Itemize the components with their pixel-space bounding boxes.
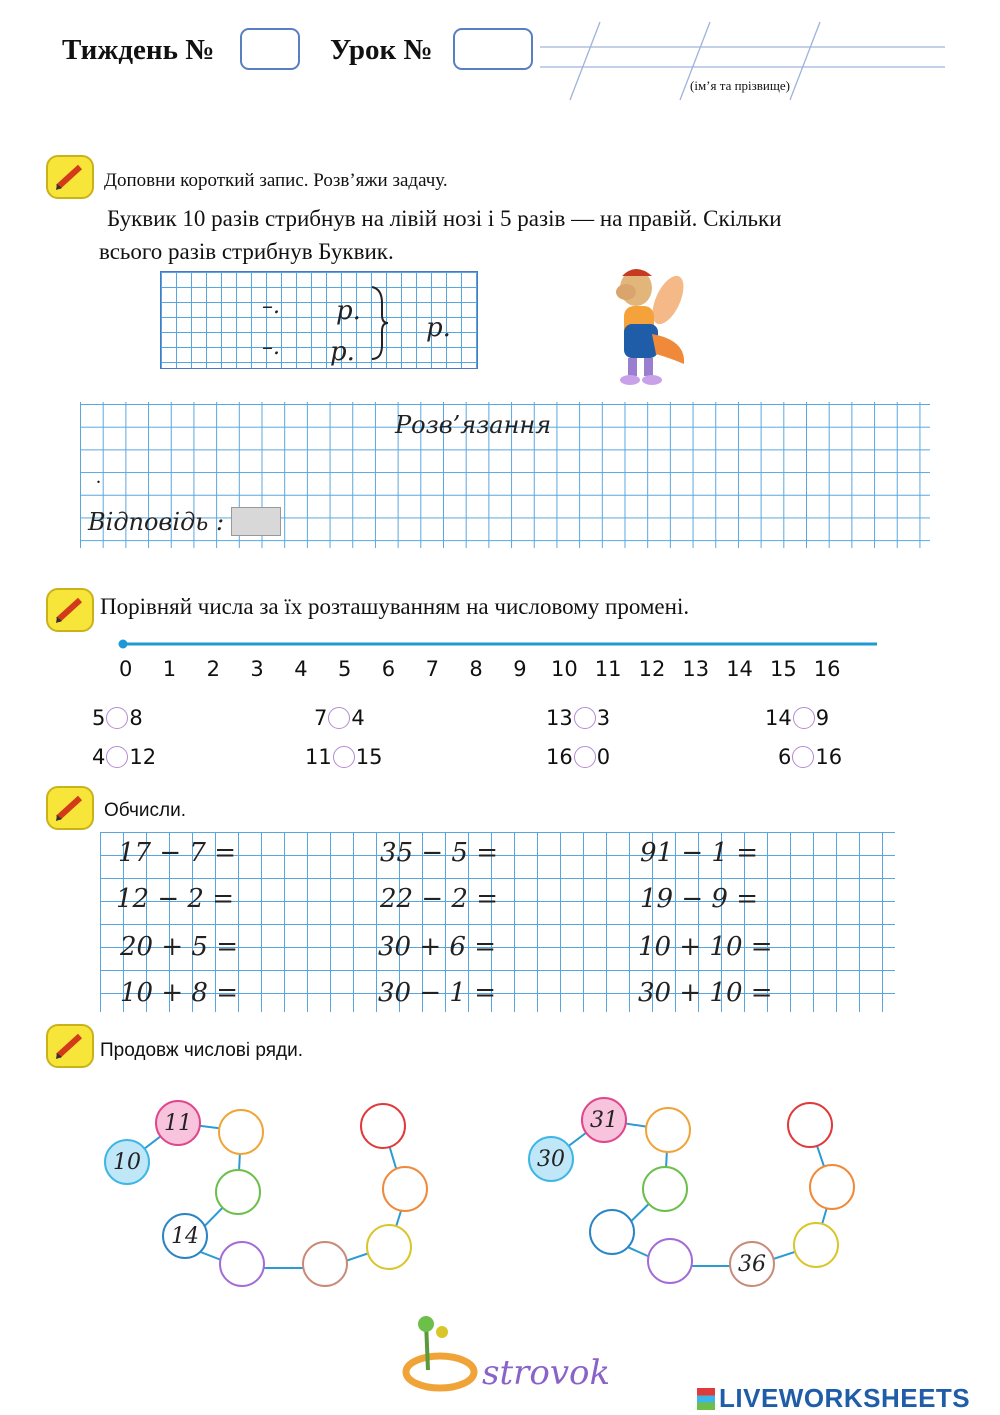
expression: 30 + 6 = — [378, 932, 496, 962]
series-circle[interactable] — [302, 1241, 348, 1287]
series-circle[interactable] — [382, 1166, 428, 1212]
week-input[interactable] — [240, 28, 300, 70]
short-total-unit: р. — [426, 313, 451, 343]
series-circle[interactable]: 36 — [729, 1241, 775, 1287]
compare-circle[interactable] — [574, 746, 596, 768]
pencil-icon — [46, 155, 94, 199]
week-label: Тиждень № — [62, 34, 215, 66]
series-circle[interactable]: 14 — [162, 1213, 208, 1259]
expression: 17 − 7 = — [118, 838, 236, 868]
solution-dot: . — [96, 466, 101, 488]
series-circle[interactable] — [647, 1238, 693, 1284]
answer-input[interactable] — [231, 507, 281, 536]
task4-instruction: Продовж числові ряди. — [100, 1040, 303, 1061]
ray-tick-label: 4 — [294, 657, 308, 681]
name-caption: (ім’я та прізвище) — [690, 78, 790, 93]
brand-text: LIVEWORKSHEETS — [719, 1383, 971, 1413]
expression: 22 − 2 = — [380, 884, 498, 914]
comparison-item — [92, 745, 156, 769]
task1-problem-line1: Буквик 10 разів стрибнув на лівій нозі і 5 разів — на правій. Скільки — [107, 206, 782, 231]
ray-tick-label: 12 — [638, 657, 666, 681]
ray-tick-label: 1 — [162, 657, 177, 681]
comparison-item — [778, 745, 842, 769]
number-ray — [115, 636, 885, 652]
expression: 20 + 5 = — [120, 932, 238, 962]
compare-circle[interactable] — [328, 707, 350, 729]
pencil-icon — [46, 786, 94, 830]
compare-circle[interactable] — [574, 707, 596, 729]
series-circle[interactable] — [360, 1103, 406, 1149]
expression: 91 − 1 = — [640, 838, 758, 868]
compare-circle[interactable] — [333, 746, 355, 768]
num-a: 6 — [778, 745, 792, 769]
num-a: 14 — [765, 706, 792, 730]
ray-tick-label: 15 — [770, 657, 797, 681]
expression: 10 + 8 = — [120, 978, 238, 1008]
compare-circle[interactable] — [106, 746, 128, 768]
buckvyk-character-image — [600, 262, 710, 390]
num-b: 16 — [815, 745, 843, 769]
pencil-icon — [46, 588, 94, 632]
series-circle[interactable]: 11 — [155, 1100, 201, 1146]
num-b: 3 — [596, 706, 611, 730]
series-circle[interactable] — [589, 1209, 635, 1255]
ray-tick-label: 11 — [594, 657, 622, 681]
series-circle[interactable] — [218, 1109, 264, 1155]
comparison-item — [314, 706, 365, 730]
lesson-label: Урок № — [330, 34, 433, 66]
name-lines — [530, 20, 950, 110]
series-circle[interactable]: 31 — [581, 1097, 627, 1143]
series-circle[interactable]: 10 — [104, 1139, 150, 1185]
compare-circle[interactable] — [793, 707, 815, 729]
task1-instruction: Доповни короткий запис. Розв’яжи задачу. — [104, 170, 448, 191]
short-row2-unit: р. — [330, 337, 355, 367]
comparison-item — [546, 706, 610, 730]
series-circle[interactable] — [215, 1169, 261, 1215]
expression: 30 − 1 = — [378, 978, 496, 1008]
num-a: 16 — [546, 745, 573, 769]
num-a: 13 — [546, 706, 573, 730]
comparison-item — [305, 745, 382, 769]
expression: 12 − 2 = — [116, 884, 234, 914]
ray-tick-label: 2 — [206, 657, 220, 681]
series-circle[interactable] — [219, 1241, 265, 1287]
ray-tick-label: 6 — [381, 657, 396, 681]
compare-circle[interactable] — [106, 707, 128, 729]
brace — [368, 285, 392, 361]
ray-tick-label: 8 — [469, 657, 483, 681]
solution-title: Розв’язання — [395, 411, 552, 439]
task3-instruction: Обчисли. — [104, 800, 187, 821]
comparison-item — [92, 706, 143, 730]
expression: 30 + 10 = — [638, 978, 773, 1008]
expression: 10 + 10 = — [638, 932, 773, 962]
ostrovok-logo-image — [400, 1312, 660, 1392]
num-a: 5 — [92, 706, 106, 730]
short-row2-dash: –. — [262, 335, 280, 360]
ray-tick-label: 10 — [551, 657, 578, 681]
series-circle[interactable]: 30 — [528, 1136, 574, 1182]
svg-text:strovok: strovok — [482, 1353, 611, 1392]
series-circle[interactable] — [793, 1222, 839, 1268]
series-circle[interactable] — [787, 1102, 833, 1148]
ray-tick-label: 0 — [119, 657, 133, 681]
series-circle[interactable] — [366, 1224, 412, 1270]
num-a: 11 — [305, 745, 332, 769]
series-circle[interactable] — [645, 1107, 691, 1153]
ray-tick-label: 3 — [250, 657, 264, 681]
short-row1-dash: –. — [262, 294, 280, 319]
ray-tick-label: 7 — [425, 657, 439, 681]
pencil-icon — [46, 1024, 94, 1068]
num-a: 7 — [314, 706, 328, 730]
ray-tick-label: 9 — [513, 657, 527, 681]
num-b: 9 — [815, 706, 830, 730]
num-b: 8 — [129, 706, 143, 730]
num-b: 4 — [351, 706, 365, 730]
brand-icon — [697, 1388, 715, 1410]
lesson-input[interactable] — [453, 28, 533, 70]
num-b: 12 — [129, 745, 157, 769]
task2-instruction: Порівняй числа за їх розташуванням на числовому промені. — [100, 594, 690, 619]
compare-circle[interactable] — [792, 746, 814, 768]
answer-label: Відповідь : — [88, 508, 225, 536]
short-row1-unit: р. — [336, 296, 361, 326]
expression: 35 − 5 = — [380, 838, 498, 868]
comparison-item — [765, 706, 829, 730]
num-b: 0 — [596, 745, 611, 769]
ray-tick-label: 13 — [682, 657, 710, 681]
ray-tick-label: 16 — [813, 657, 841, 681]
num-b: 15 — [355, 745, 383, 769]
task1-problem-line2: всього разів стрибнув Буквик. — [99, 239, 394, 264]
series-circle[interactable] — [642, 1166, 688, 1212]
ray-tick-label: 5 — [338, 657, 352, 681]
expression: 19 − 9 = — [640, 884, 758, 914]
series-circle[interactable] — [809, 1164, 855, 1210]
ray-tick-label: 14 — [726, 657, 753, 681]
ostrovok-logo-text — [420, 1394, 424, 1395]
comparison-item — [546, 745, 610, 769]
liveworksheets-brand — [697, 1383, 970, 1414]
num-a: 4 — [92, 745, 106, 769]
